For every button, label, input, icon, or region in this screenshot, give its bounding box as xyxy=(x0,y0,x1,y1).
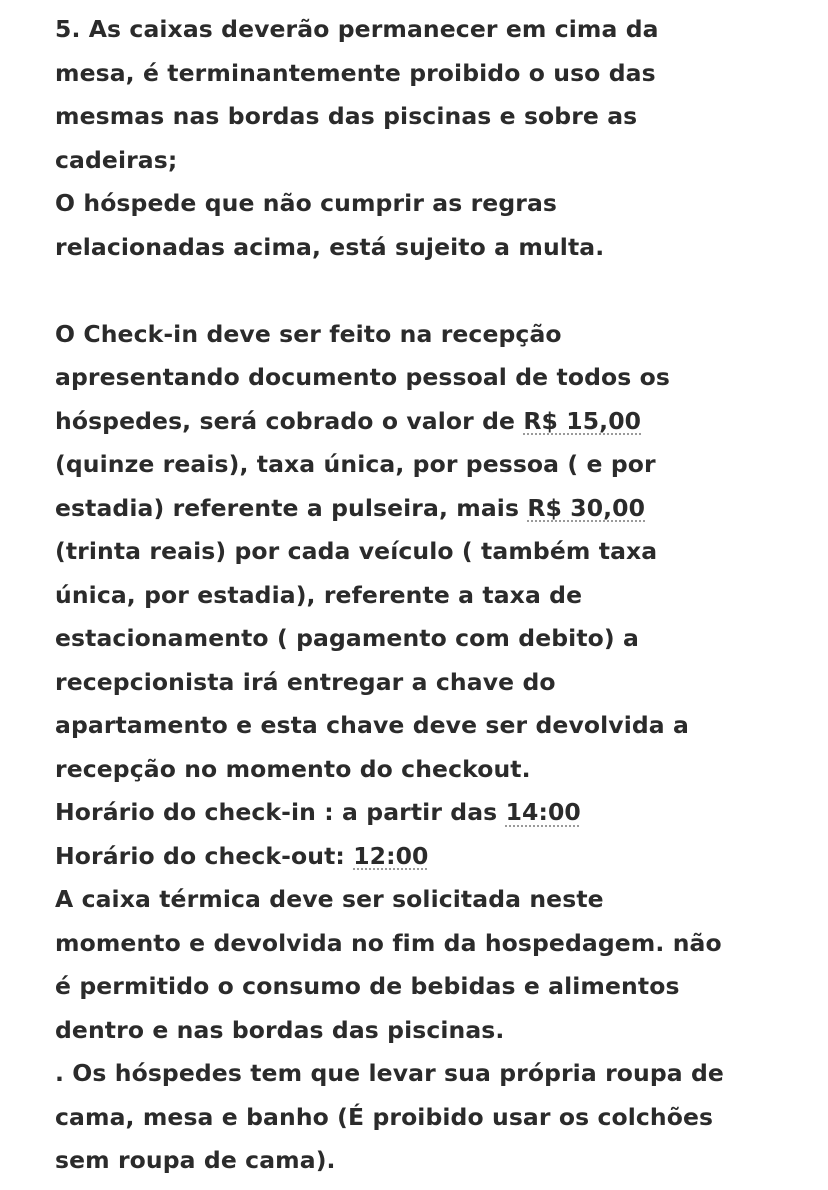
text-line: cama, mesa e banho (É proibido usar os colchões xyxy=(55,1102,714,1131)
text-line: mesa, é terminantemente proibido o uso das xyxy=(55,58,656,87)
text-line xyxy=(55,835,815,879)
text-line: recepcionista irá entregar a chave do xyxy=(55,667,556,696)
text-line: apresentando documento pessoal de todos os xyxy=(55,363,670,391)
text-line: apartamento e esta chave deve ser devolvida a xyxy=(55,711,689,739)
text-line: A caixa térmica deve ser solicitada neste xyxy=(55,885,604,913)
text-segment: estadia) referente a pulseira, mais xyxy=(55,493,528,522)
text-line: mesmas nas bordas das piscinas e sobre as xyxy=(55,102,638,130)
time-link-checkin[interactable]: 14:00 xyxy=(505,798,581,826)
text-line: (quinze reais), taxa única, por pessoa ( e por xyxy=(55,450,656,478)
paragraph-gap xyxy=(55,269,815,313)
time-link-checkout[interactable]: 12:00 xyxy=(353,841,429,870)
price-link-15[interactable]: R$ 15,00 xyxy=(523,406,642,435)
text-line: 5. As caixas deverão permanecer em cima da xyxy=(55,15,659,43)
price-link-30[interactable]: R$ 30,00 xyxy=(527,493,646,522)
text-line xyxy=(55,791,815,835)
rules-note-text xyxy=(55,8,815,1183)
text-line: sem roupa de cama). xyxy=(55,1146,336,1174)
text-line: (trinta reais) por cada veículo ( também taxa xyxy=(55,537,658,565)
text-line: recepção no momento do checkout. xyxy=(55,754,531,783)
text-line: única, por estadia), referente a taxa de xyxy=(55,580,583,609)
text-line: cadeiras; xyxy=(55,145,178,174)
text-line xyxy=(55,487,815,531)
text-segment: Horário do check-in : a partir das xyxy=(55,798,506,826)
text-line xyxy=(55,400,815,444)
text-line: relacionadas acima, está sujeito a multa. xyxy=(55,232,605,261)
text-line: O hóspede que não cumprir as regras xyxy=(55,189,558,217)
text-line: O Check-in deve ser feito na recepção xyxy=(55,319,562,348)
text-line: momento e devolvida no fim da hospedagem. não xyxy=(55,928,722,957)
text-line: é permitido o consumo de bebidas e alimentos xyxy=(55,972,680,1000)
text-line: . Os hóspedes tem que levar sua própria roupa de xyxy=(55,1059,724,1087)
text-line: estacionamento ( pagamento com debito) a xyxy=(55,624,639,652)
text-line: dentro e nas bordas das piscinas. xyxy=(55,1015,505,1044)
text-segment: hóspedes, será cobrado o valor de xyxy=(55,406,524,435)
text-segment: Horário do check-out: xyxy=(55,841,354,870)
